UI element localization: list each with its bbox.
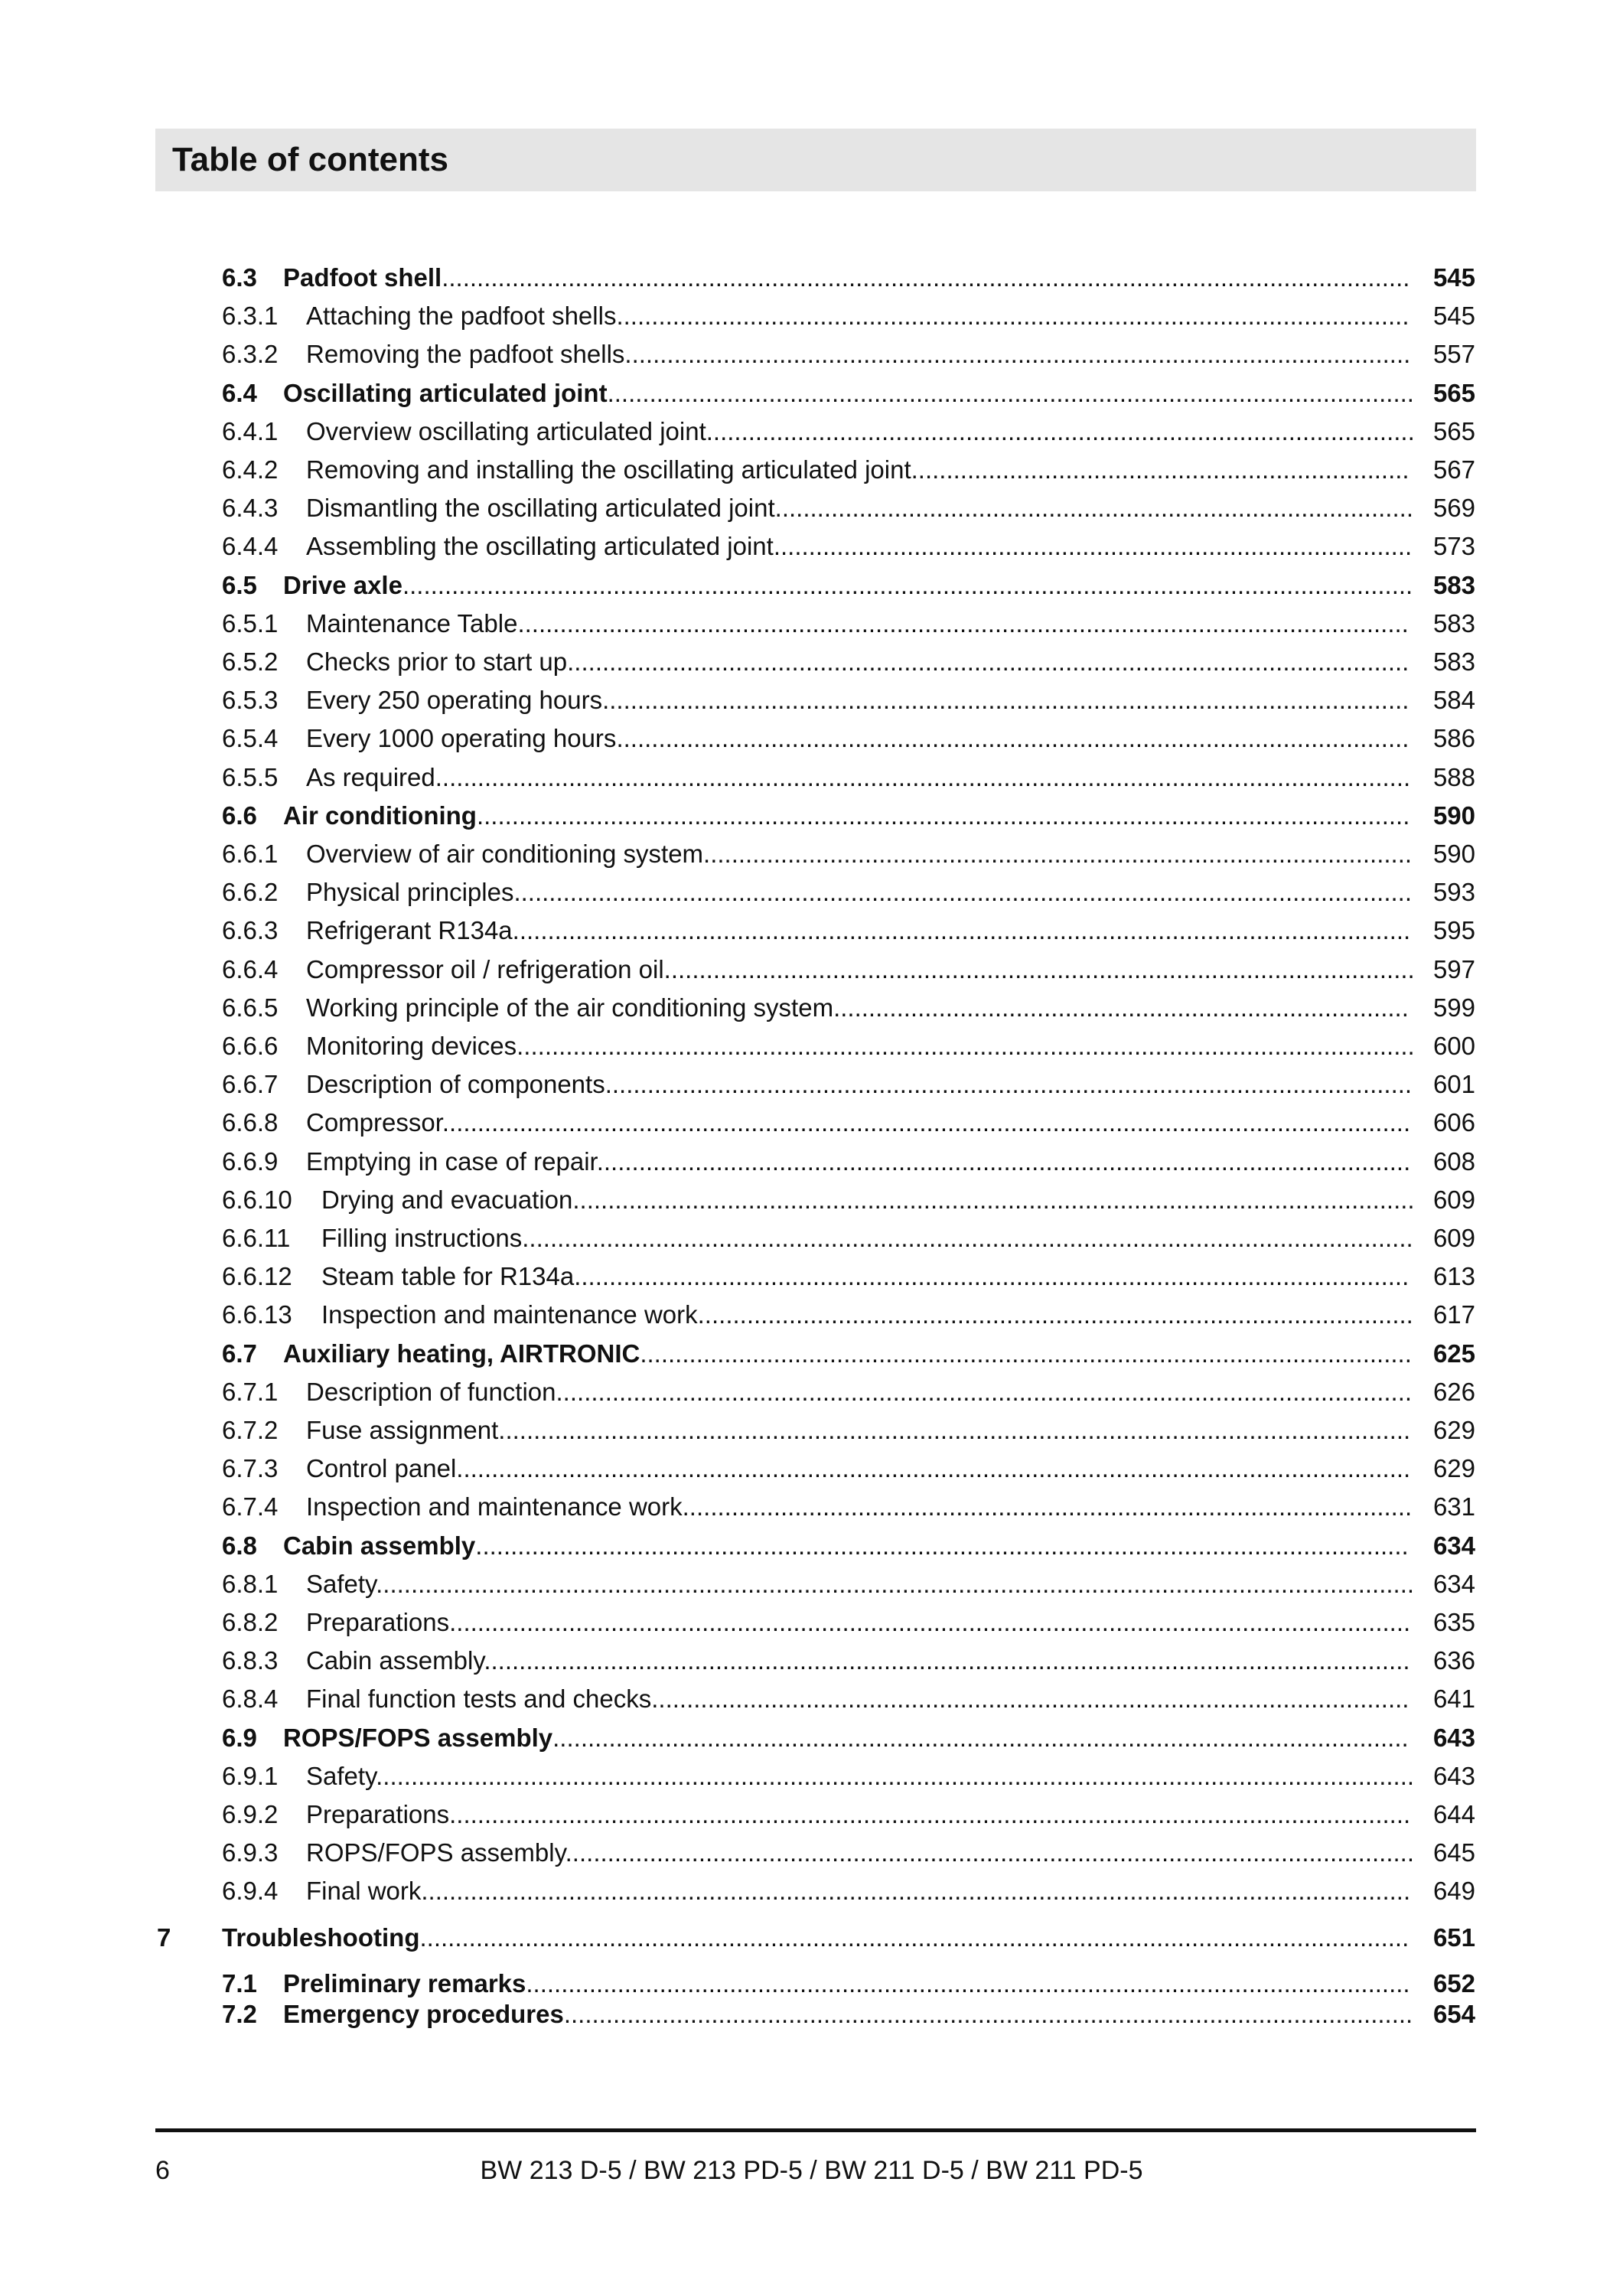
toc-dot-leader: ................................................................................................................... [602, 686, 1410, 715]
toc-entry[interactable] [0, 1027, 1623, 1065]
toc-entry-number: 6.4.2 [222, 455, 279, 484]
toc-dot-leader: ........................................................................................................................................... [435, 762, 1411, 791]
toc-dot-leader: ..................................................................................................................................... [476, 801, 1410, 830]
toc-entry-title: Final function tests and checks............................................................................................................ [306, 1684, 1410, 1714]
toc-entry-page: 609 [1432, 1185, 1475, 1214]
toc-entry-number: 6.4.1 [222, 416, 279, 445]
toc-entry-page: 625 [1432, 1339, 1475, 1368]
toc-dot-leader: ...................................................................................................... [697, 1300, 1413, 1329]
toc-entry-page: 565 [1432, 378, 1475, 407]
toc-entry-page: 586 [1432, 724, 1475, 753]
header-bar [155, 129, 1476, 191]
page-title: Table of contents [172, 141, 448, 178]
toc-entry-title: Filling instructions............................................................................................................................... [321, 1224, 1413, 1252]
toc-dot-leader: .......................................................................................................................... [552, 1723, 1409, 1752]
toc-entry[interactable] [0, 413, 1623, 451]
toc-entry[interactable] [0, 1257, 1623, 1296]
toc-dot-leader: ............................................................................................................................... [522, 1224, 1413, 1252]
toc-entry-number: 6.8.4 [222, 1684, 279, 1714]
toc-entry-number: 6.8 [222, 1531, 257, 1560]
toc-entry-title: ROPS/FOPS assembly......................................................................................................................... [306, 1838, 1415, 1867]
toc-entry-number: 6.3.2 [222, 340, 279, 369]
toc-entry-title: Removing and installing the oscillating articulated joint....................................................................... [306, 455, 1410, 484]
toc-dot-leader: ................................................................................................................................ [513, 878, 1413, 907]
toc-entry-number: 6.8.2 [222, 1608, 279, 1636]
toc-entry[interactable] [0, 1296, 1623, 1334]
toc-entry-page: 644 [1432, 1800, 1475, 1828]
toc-entry-title: Checks prior to start up........................................................................................................................ [306, 647, 1410, 676]
toc-entry[interactable] [0, 643, 1623, 681]
toc-entry-page: 652 [1432, 1968, 1475, 1998]
toc-entry-page: 545 [1432, 302, 1475, 331]
toc-entry-title: Dismantling the oscillating articulated joint........................................................................................... [306, 494, 1413, 523]
toc-entry[interactable] [0, 951, 1623, 989]
toc-entry[interactable] [0, 835, 1623, 873]
toc-entry[interactable] [0, 1603, 1623, 1642]
toc-entry-number: 6.6.5 [222, 993, 279, 1022]
toc-entry-number: 7 [157, 1923, 171, 1952]
toc-entry[interactable] [0, 1411, 1623, 1450]
toc-dot-leader: ........................................................................................... [774, 494, 1413, 523]
toc-entry-title: Inspection and maintenance work........................................................................................................ [306, 1492, 1413, 1521]
toc-entry-page: 606 [1432, 1108, 1475, 1137]
toc-entry-page: 651 [1432, 1923, 1475, 1952]
toc-entry-title: Padfoot shell.......................................................................................................................................... [283, 263, 1410, 292]
toc-entry-number: 6.6.3 [222, 916, 279, 945]
toc-entry[interactable] [0, 758, 1623, 797]
toc-dot-leader: ................................................................................................................. [616, 302, 1410, 331]
toc-entry-title: Description of components................................................................................................................... [306, 1070, 1413, 1099]
toc-dot-leader: ....................................................................................................................... [574, 1262, 1410, 1291]
toc-entry[interactable] [0, 1335, 1623, 1373]
toc-dot-leader: ................................................................................................................................................ [402, 570, 1413, 599]
toc-entry-title: As required........................................................................................................................................... [306, 762, 1411, 791]
toc-entry-title: Every 250 operating hours................................................................................................................... [306, 686, 1410, 715]
toc-entry-title: Overview oscillating articulated joint..................................................................................................... [306, 416, 1415, 445]
toc-entry-title: Emptying in case of repair.................................................................................................................... [306, 1146, 1411, 1176]
toc-entry-page: 583 [1432, 608, 1475, 638]
toc-entry-page: 643 [1432, 1723, 1475, 1752]
toc-entry-number: 6.9 [222, 1723, 257, 1752]
toc-entry-title: Safety.................................................................................................................................................... [306, 1569, 1415, 1598]
toc-entry-page: 565 [1432, 416, 1475, 445]
toc-entry-page: 599 [1432, 993, 1475, 1022]
toc-entry-number: 6.3.1 [222, 302, 279, 331]
toc-entry-page: 567 [1432, 455, 1475, 484]
toc-entry-title: Monitoring devices................................................................................................................................ [306, 1032, 1415, 1060]
toc-entry[interactable] [0, 297, 1623, 335]
toc-entry-title: Control panel........................................................................................................................................ [306, 1454, 1411, 1483]
toc-entry-page: 590 [1432, 840, 1475, 868]
toc-entry-page: 634 [1432, 1531, 1475, 1560]
toc-entry-page: 629 [1432, 1416, 1475, 1444]
toc-dot-leader: ................................................................................................................ [624, 340, 1411, 369]
toc-entry-title: Inspection and maintenance work...................................................................................................... [321, 1300, 1413, 1329]
toc-entry-number: 7.1 [222, 1968, 257, 1998]
toc-entry[interactable] [0, 566, 1623, 605]
footer-divider [155, 2128, 1476, 2132]
toc-entry-number: 6.5.4 [222, 724, 279, 753]
toc-entry-page: 631 [1432, 1492, 1475, 1521]
toc-entry-page: 626 [1432, 1377, 1475, 1406]
toc-entry[interactable] [0, 1488, 1623, 1526]
toc-dot-leader: .............................................................................................................. [640, 1339, 1412, 1368]
toc-entry[interactable] [0, 989, 1623, 1027]
toc-entry-page: 590 [1432, 801, 1475, 830]
toc-entry[interactable] [0, 912, 1623, 950]
toc-entry-title: Removing the padfoot shells................................................................................................................ [306, 340, 1411, 369]
toc-entry-number: 6.4.4 [222, 532, 279, 561]
toc-entry[interactable] [0, 1065, 1623, 1104]
toc-dot-leader: ........................................................................................... [773, 532, 1413, 561]
toc-entry-page: 573 [1432, 532, 1475, 561]
toc-entry[interactable] [0, 1834, 1623, 1872]
toc-entry-number: 6.6.11 [222, 1224, 291, 1252]
toc-entry[interactable] [0, 1143, 1623, 1181]
toc-dot-leader: ..................................................................................................... [706, 416, 1415, 445]
toc-entry-title: Air conditioning..................................................................................................................................... [283, 801, 1410, 830]
toc-entry-page: 649 [1432, 1877, 1475, 1906]
toc-dot-leader: .............................................................................................................................. [526, 1968, 1410, 1998]
toc-entry[interactable] [0, 797, 1623, 835]
toc-dot-leader: ............................................................................................................................................. [419, 1923, 1410, 1952]
toc-entry-page: 557 [1432, 340, 1475, 369]
toc-entry-title: Emergency procedures......................................................................................................................... [283, 2000, 1413, 2028]
toc-entry-page: 583 [1432, 647, 1475, 676]
toc-entry[interactable] [0, 527, 1623, 566]
toc-entry-title: Drying and evacuation........................................................................................................................ [321, 1185, 1415, 1214]
toc-entry[interactable] [0, 1219, 1623, 1257]
toc-dot-leader: .................................................................................. [833, 993, 1409, 1022]
toc-dot-leader: ........................................................................................................................................ [456, 1454, 1411, 1483]
toc-entry-title: Refrigerant R134a................................................................................................................................ [306, 916, 1411, 945]
toc-entry-title: Compressor oil / refrigeration oil........................................................................................................... [306, 954, 1415, 983]
toc-entry-page: 654 [1432, 2000, 1475, 2028]
toc-entry-page: 617 [1432, 1300, 1475, 1329]
toc-entry-title: Fuse assignment.................................................................................................................................. [306, 1416, 1411, 1444]
toc-entry-number: 6.5 [222, 570, 257, 599]
toc-entry-number: 6.7.1 [222, 1377, 279, 1406]
toc-entry-number: 6.6.6 [222, 1032, 279, 1060]
toc-dot-leader: ................................................................................................................. [616, 724, 1410, 753]
toc-entry-title: Steam table for R134a....................................................................................................................... [321, 1262, 1410, 1291]
toc-entry-title: Troubleshooting............................................................................................................................................. [222, 1923, 1410, 1952]
toc-entry-page: 569 [1432, 494, 1475, 523]
toc-entry-number: 6.4 [222, 378, 257, 407]
toc-entry-page: 597 [1432, 954, 1475, 983]
toc-entry[interactable] [0, 1872, 1623, 1910]
toc-entry-title: Preparations......................................................................................................................................... [306, 1608, 1411, 1636]
toc-dot-leader: ............................................................................................................ [651, 1684, 1410, 1714]
toc-dot-leader: ........................................................................................................ [682, 1492, 1413, 1521]
toc-dot-leader: ....................................................................... [911, 455, 1410, 484]
toc-entry-number: 6.6.2 [222, 878, 279, 907]
toc-entry-title: Cabin assembly..................................................................................................................................... [283, 1531, 1409, 1560]
toc-entry[interactable] [0, 1680, 1623, 1718]
toc-entry-page: 600 [1432, 1032, 1475, 1060]
toc-entry-number: 6.5.5 [222, 762, 279, 791]
toc-entry-number: 6.9.4 [222, 1877, 279, 1906]
toc-entry[interactable] [0, 1565, 1623, 1603]
toc-entry-title: Compressor.......................................................................................................................................... [306, 1108, 1411, 1137]
toc-entry-page: 593 [1432, 878, 1475, 907]
toc-entry-title: Preparations......................................................................................................................................... [306, 1800, 1411, 1828]
toc-dot-leader: .......................................................................................................................................... [442, 263, 1410, 292]
toc-entry-number: 6.5.3 [222, 686, 279, 715]
toc-dot-leader: ............................................................................................................................... [517, 608, 1409, 638]
toc-entry-number: 6.5.2 [222, 647, 279, 676]
toc-entry-page: 584 [1432, 686, 1475, 715]
footer-page-number: 6 [155, 2156, 170, 2185]
toc-dot-leader: ................................................................................................................... [605, 1070, 1413, 1099]
toc-entry-page: 645 [1432, 1838, 1475, 1867]
toc-entry-title: Cabin assembly.................................................................................................................................... [306, 1646, 1410, 1675]
toc-dot-leader: ..................................................................................................... [703, 840, 1413, 868]
toc-entry-number: 6.8.1 [222, 1569, 279, 1598]
toc-entry[interactable] [0, 1373, 1623, 1411]
toc-entry-number: 6.6.1 [222, 840, 279, 868]
toc-entry-page: 636 [1432, 1646, 1475, 1675]
toc-entry-page: 641 [1432, 1684, 1475, 1714]
toc-entry[interactable] [0, 719, 1623, 758]
toc-entry-title: Oscillating articulated joint................................................................................................................... [283, 378, 1414, 407]
toc-entry[interactable] [0, 1450, 1623, 1488]
toc-dot-leader: .......................................................................................................................... [556, 1377, 1413, 1406]
toc-entry[interactable] [0, 1757, 1623, 1795]
toc-entry-number: 6.6.7 [222, 1070, 279, 1099]
toc-entry[interactable] [0, 873, 1623, 912]
toc-entry-title: Every 1000 operating hours................................................................................................................. [306, 724, 1410, 753]
toc-entry-title: Safety.................................................................................................................................................... [306, 1761, 1415, 1790]
toc-entry-title: Maintenance Table............................................................................................................................... [306, 608, 1409, 638]
toc-dot-leader: ............................................................................................................................................. [421, 1877, 1411, 1906]
toc-dot-leader: ................................................................................................................................ [517, 1032, 1415, 1060]
toc-entry[interactable] [0, 451, 1623, 489]
toc-dot-leader: ......................................................................................................................................... [449, 1608, 1411, 1636]
toc-entry-title: Assembling the oscillating articulated joint........................................................................................... [306, 532, 1413, 561]
toc-dot-leader: .................................................................................................................................................... [376, 1761, 1415, 1790]
toc-entry-title: Working principle of the air conditioning system.................................................................................. [306, 993, 1409, 1022]
toc-entry-number: 6.9.1 [222, 1761, 279, 1790]
toc-dot-leader: ......................................................................................................................... [565, 1838, 1415, 1867]
footer-model-names: BW 213 D-5 / BW 213 PD-5 / BW 211 D-5 / BW 211 PD-5 [480, 2156, 1143, 2185]
toc-entry-page: 609 [1432, 1224, 1475, 1252]
toc-dot-leader: .................................................................................................................................... [484, 1646, 1410, 1675]
toc-entry-page: 608 [1432, 1146, 1475, 1176]
toc-entry-number: 6.7 [222, 1339, 257, 1368]
toc-entry[interactable] [0, 1642, 1623, 1680]
toc-entry-title: Attaching the padfoot shells................................................................................................................. [306, 302, 1410, 331]
toc-dot-leader: .................................................................................................................................................... [376, 1569, 1415, 1598]
toc-entry-page: 583 [1432, 570, 1475, 599]
toc-entry-page: 588 [1432, 762, 1475, 791]
toc-entry-number: 6.6.13 [222, 1300, 292, 1329]
toc-dot-leader: .......................................................................................................................................... [442, 1108, 1411, 1137]
toc-entry-page: 643 [1432, 1761, 1475, 1790]
toc-entry-number: 6.6.10 [222, 1185, 292, 1214]
toc-entry-title: Auxiliary heating, AIRTRONIC.............................................................................................................. [283, 1339, 1412, 1368]
toc-entry-number: 6.7.2 [222, 1416, 279, 1444]
toc-entry-page: 635 [1432, 1608, 1475, 1636]
toc-dot-leader: .................................................................................................................... [596, 1146, 1411, 1176]
toc-entry-title: Overview of air conditioning system..................................................................................................... [306, 840, 1413, 868]
toc-entry-number: 6.7.4 [222, 1492, 279, 1521]
toc-entry-title: Physical principles................................................................................................................................ [306, 878, 1413, 907]
toc-entry[interactable] [0, 1995, 1623, 2033]
toc-entry[interactable] [0, 335, 1623, 373]
toc-entry-title: Final work............................................................................................................................................. [306, 1877, 1411, 1906]
toc-entry-title: Drive axle................................................................................................................................................ [283, 570, 1413, 599]
toc-entry-title: ROPS/FOPS assembly.......................................................................................................................... [283, 1723, 1409, 1752]
toc-entry-number: 6.3 [222, 263, 257, 292]
toc-entry[interactable] [0, 681, 1623, 719]
toc-entry-page: 601 [1432, 1070, 1475, 1099]
toc-entry-number: 6.7.3 [222, 1454, 279, 1483]
toc-dot-leader: ................................................................................................................................ [512, 916, 1411, 945]
toc-entry[interactable] [0, 1719, 1623, 1757]
toc-dot-leader: ..................................................................................................................................... [475, 1531, 1409, 1560]
toc-entry-page: 595 [1432, 916, 1475, 945]
toc-entry-number: 6.9.2 [222, 1800, 279, 1828]
toc-dot-leader: .................................................................................................................................. [498, 1416, 1411, 1444]
toc-entry-page: 629 [1432, 1454, 1475, 1483]
toc-entry-number: 7.2 [222, 2000, 257, 2028]
toc-dot-leader: ......................................................................................................................... [563, 2000, 1413, 2028]
toc-dot-leader: ......................................................................................................................................... [449, 1800, 1411, 1828]
toc-entry-number: 6.6.4 [222, 954, 279, 983]
toc-dot-leader: ................................................................................................................... [607, 378, 1414, 407]
toc-entry-number: 6.6.12 [222, 1262, 292, 1291]
toc-entry[interactable] [0, 605, 1623, 643]
toc-entry-number: 6.6.8 [222, 1108, 279, 1137]
toc-entry-number: 6.9.3 [222, 1838, 279, 1867]
toc-dot-leader: ........................................................................................................... [663, 954, 1415, 983]
toc-entry[interactable] [0, 1919, 1623, 1957]
toc-entry-page: 545 [1432, 263, 1475, 292]
toc-entry-number: 6.8.3 [222, 1646, 279, 1675]
toc-entry-number: 6.4.3 [222, 494, 279, 523]
toc-entry[interactable] [0, 374, 1623, 413]
toc-entry-page: 613 [1432, 1262, 1475, 1291]
toc-entry[interactable] [0, 259, 1623, 297]
toc-entry[interactable] [0, 489, 1623, 527]
toc-entry[interactable] [0, 1795, 1623, 1834]
toc-entry-number: 6.6.9 [222, 1146, 279, 1176]
toc-entry-number: 6.6 [222, 801, 257, 830]
toc-entry[interactable] [0, 1527, 1623, 1565]
toc-entry-page: 634 [1432, 1569, 1475, 1598]
toc-entry-number: 6.5.1 [222, 608, 279, 638]
toc-dot-leader: ........................................................................................................................ [572, 1185, 1415, 1214]
toc-dot-leader: ........................................................................................................................ [567, 647, 1410, 676]
toc-entry-title: Description of function.......................................................................................................................... [306, 1377, 1413, 1406]
toc-entry[interactable] [0, 1104, 1623, 1142]
toc-entry[interactable] [0, 1181, 1623, 1219]
toc-entry-title: Preliminary remarks.............................................................................................................................. [283, 1968, 1410, 1998]
